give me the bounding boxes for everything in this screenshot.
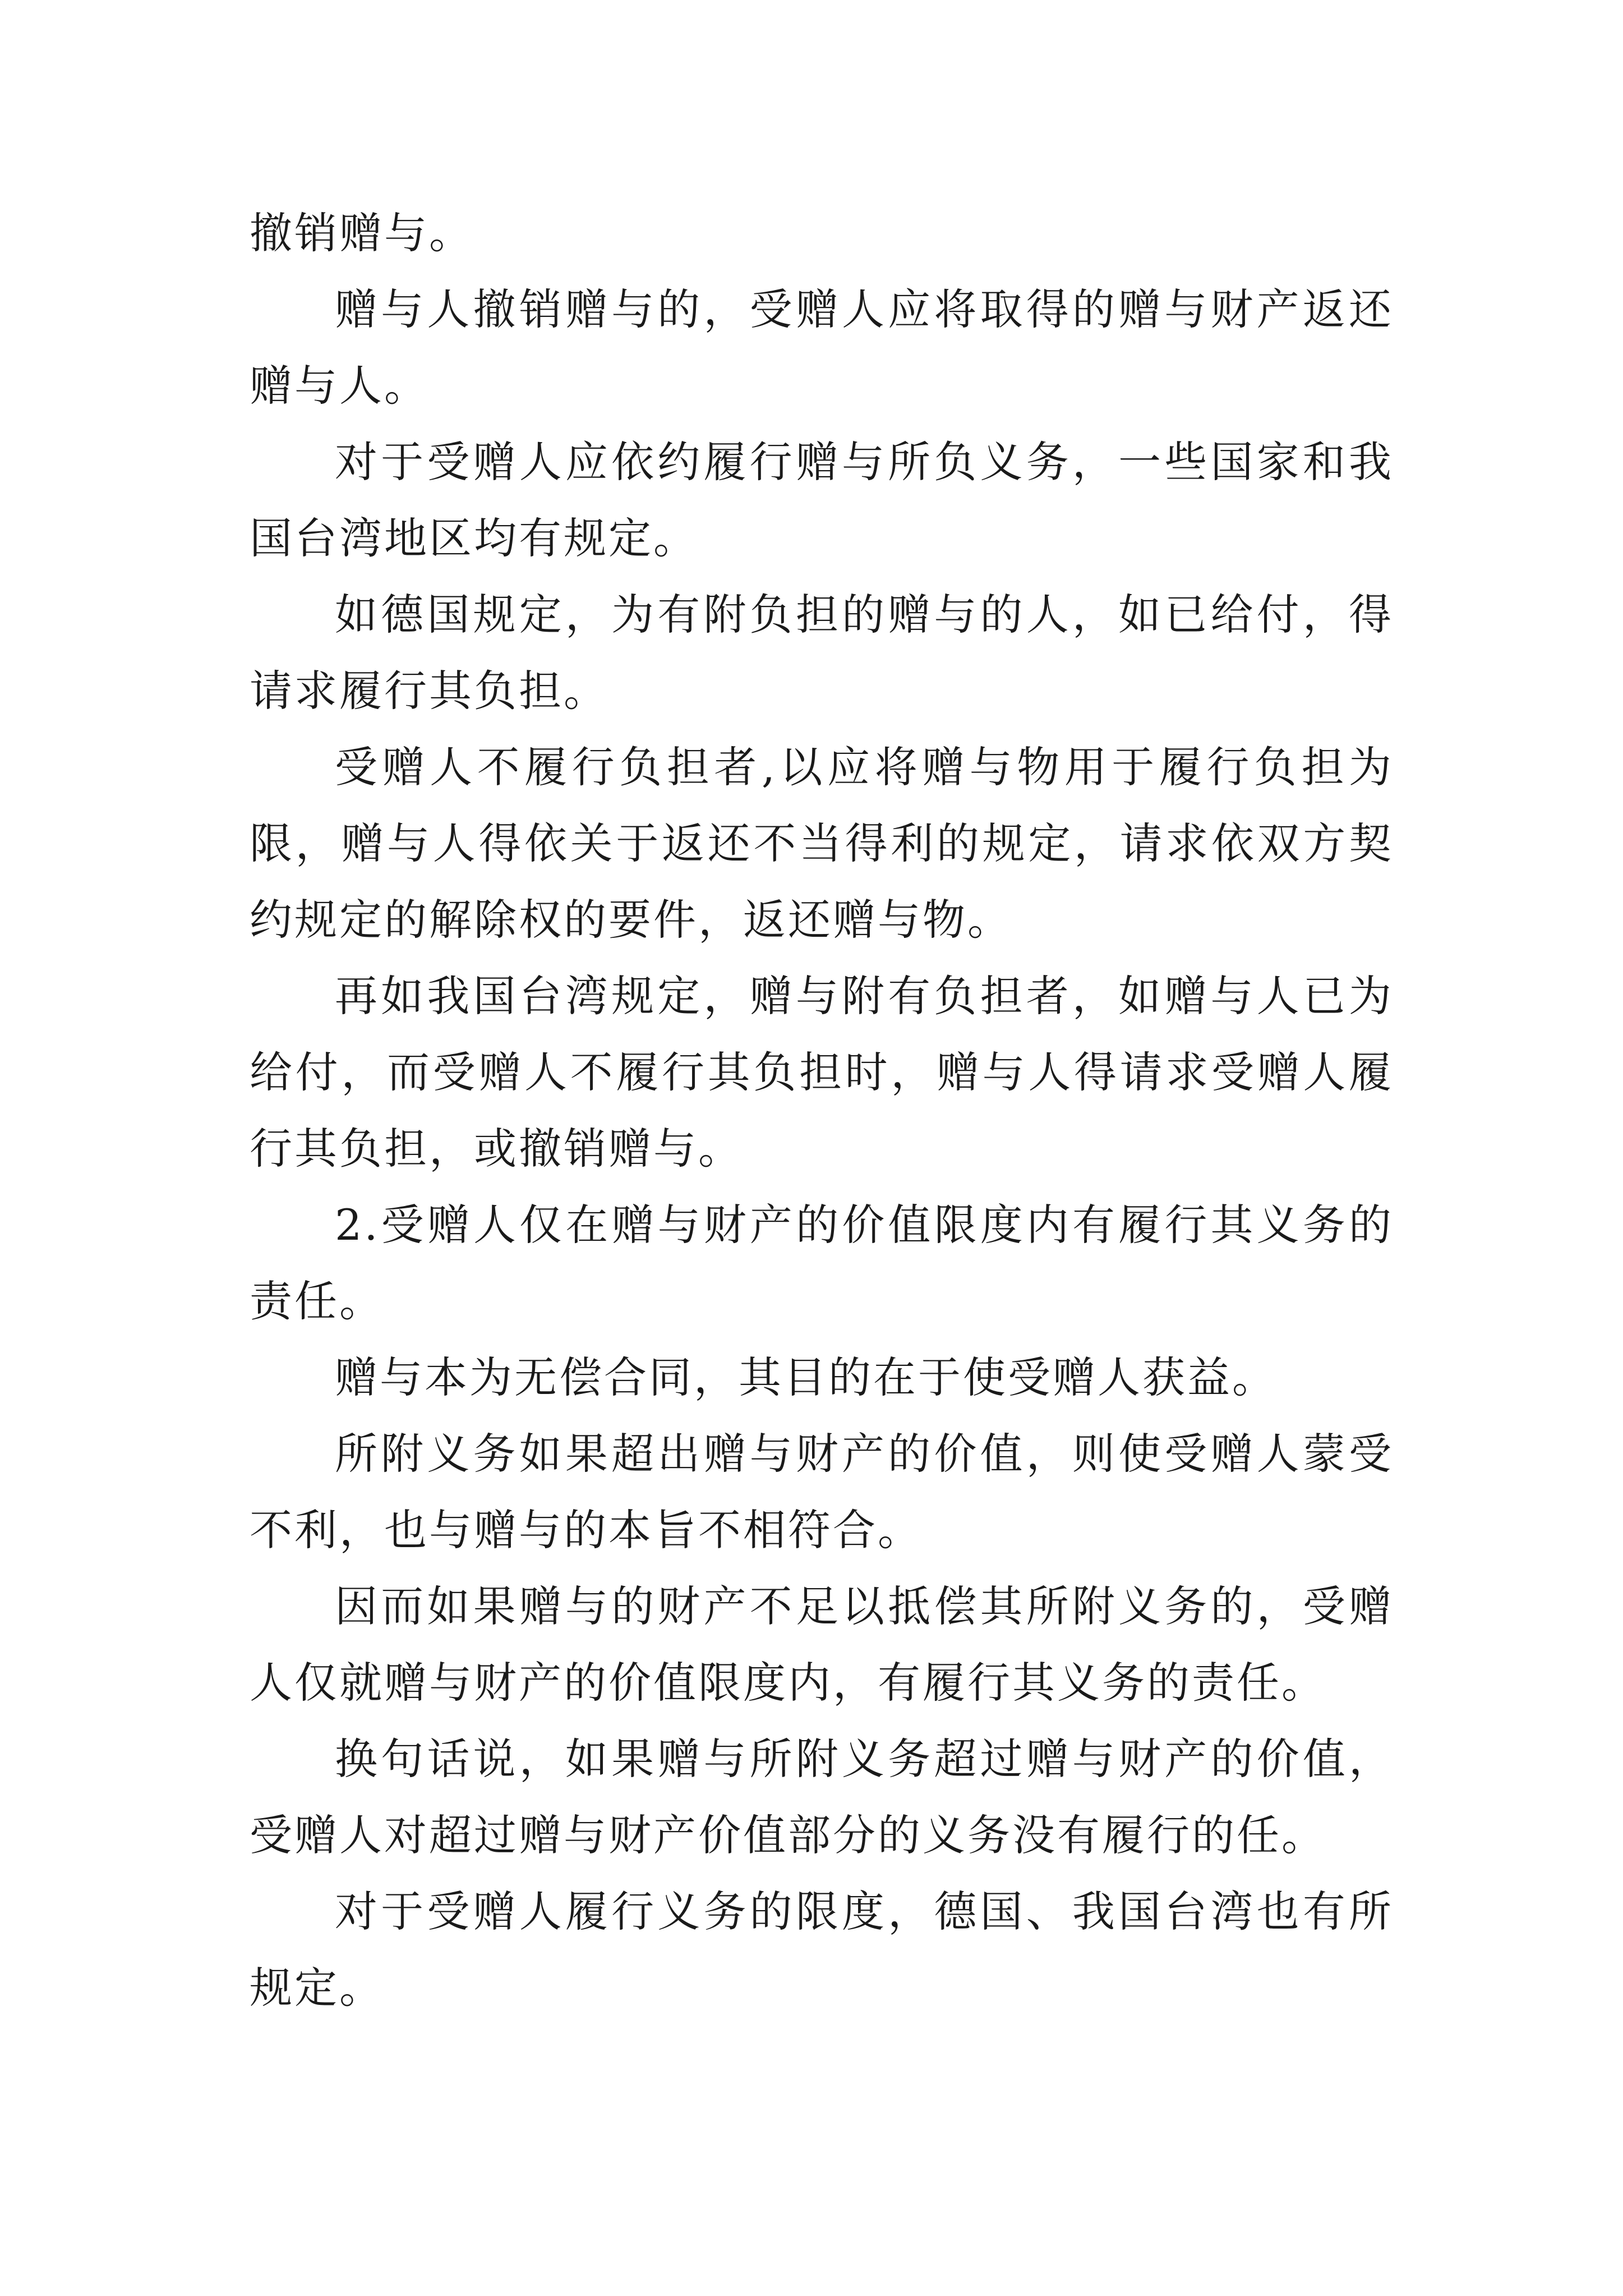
paragraph-6: 再如我国台湾规定，赠与附有负担者，如赠与人已为给付，而受赠人不履行其负担时，赠与人得请求受赠人履行其负担，或撤销赠与。 xyxy=(250,971,1394,1174)
paragraph-8: 赠与本为无偿合同，其目的在于使受赠人获益。 xyxy=(335,1352,1277,1402)
body-text xyxy=(250,195,1394,2026)
paragraph-12: 对于受赠人履行义务的限度，德国、我国台湾也有所规定。 xyxy=(250,1887,1394,2013)
paragraph-5: 受赠人不履行负担者,以应将赠与物用于履行负担为限，赠与人得依关于返还不当得利的规定，请求依双方契约规定的解除权的要件，返还赠与物。 xyxy=(250,742,1394,945)
paragraph-3: 对于受赠人应依约履行赠与所负义务，一些国家和我国台湾地区均有规定。 xyxy=(250,437,1394,563)
paragraph-2: 赠与人撤销赠与的，受赠人应将取得的赠与财产返还赠与人。 xyxy=(250,284,1394,411)
paragraph-7: 2.受赠人仅在赠与财产的价值限度内有履行其义务的责任。 xyxy=(250,1200,1394,1326)
paragraph-11: 换句话说，如果赠与所附义务超过赠与财产的价值，受赠人对超过赠与财产价值部分的义务没有履行的任。 xyxy=(250,1734,1394,1860)
paragraph-1: 撤销赠与。 xyxy=(250,208,474,258)
paragraph-10: 因而如果赠与的财产不足以抵偿其所附义务的，受赠人仅就赠与财产的价值限度内，有履行其义务的责任。 xyxy=(250,1581,1394,1708)
paragraph-4: 如德国规定，为有附负担的赠与的人，如已给付，得请求履行其负担。 xyxy=(250,590,1394,716)
paragraph-9: 所附义务如果超出赠与财产的价值，则使受赠人蒙受不利，也与赠与的本旨不相符合。 xyxy=(250,1429,1394,1555)
